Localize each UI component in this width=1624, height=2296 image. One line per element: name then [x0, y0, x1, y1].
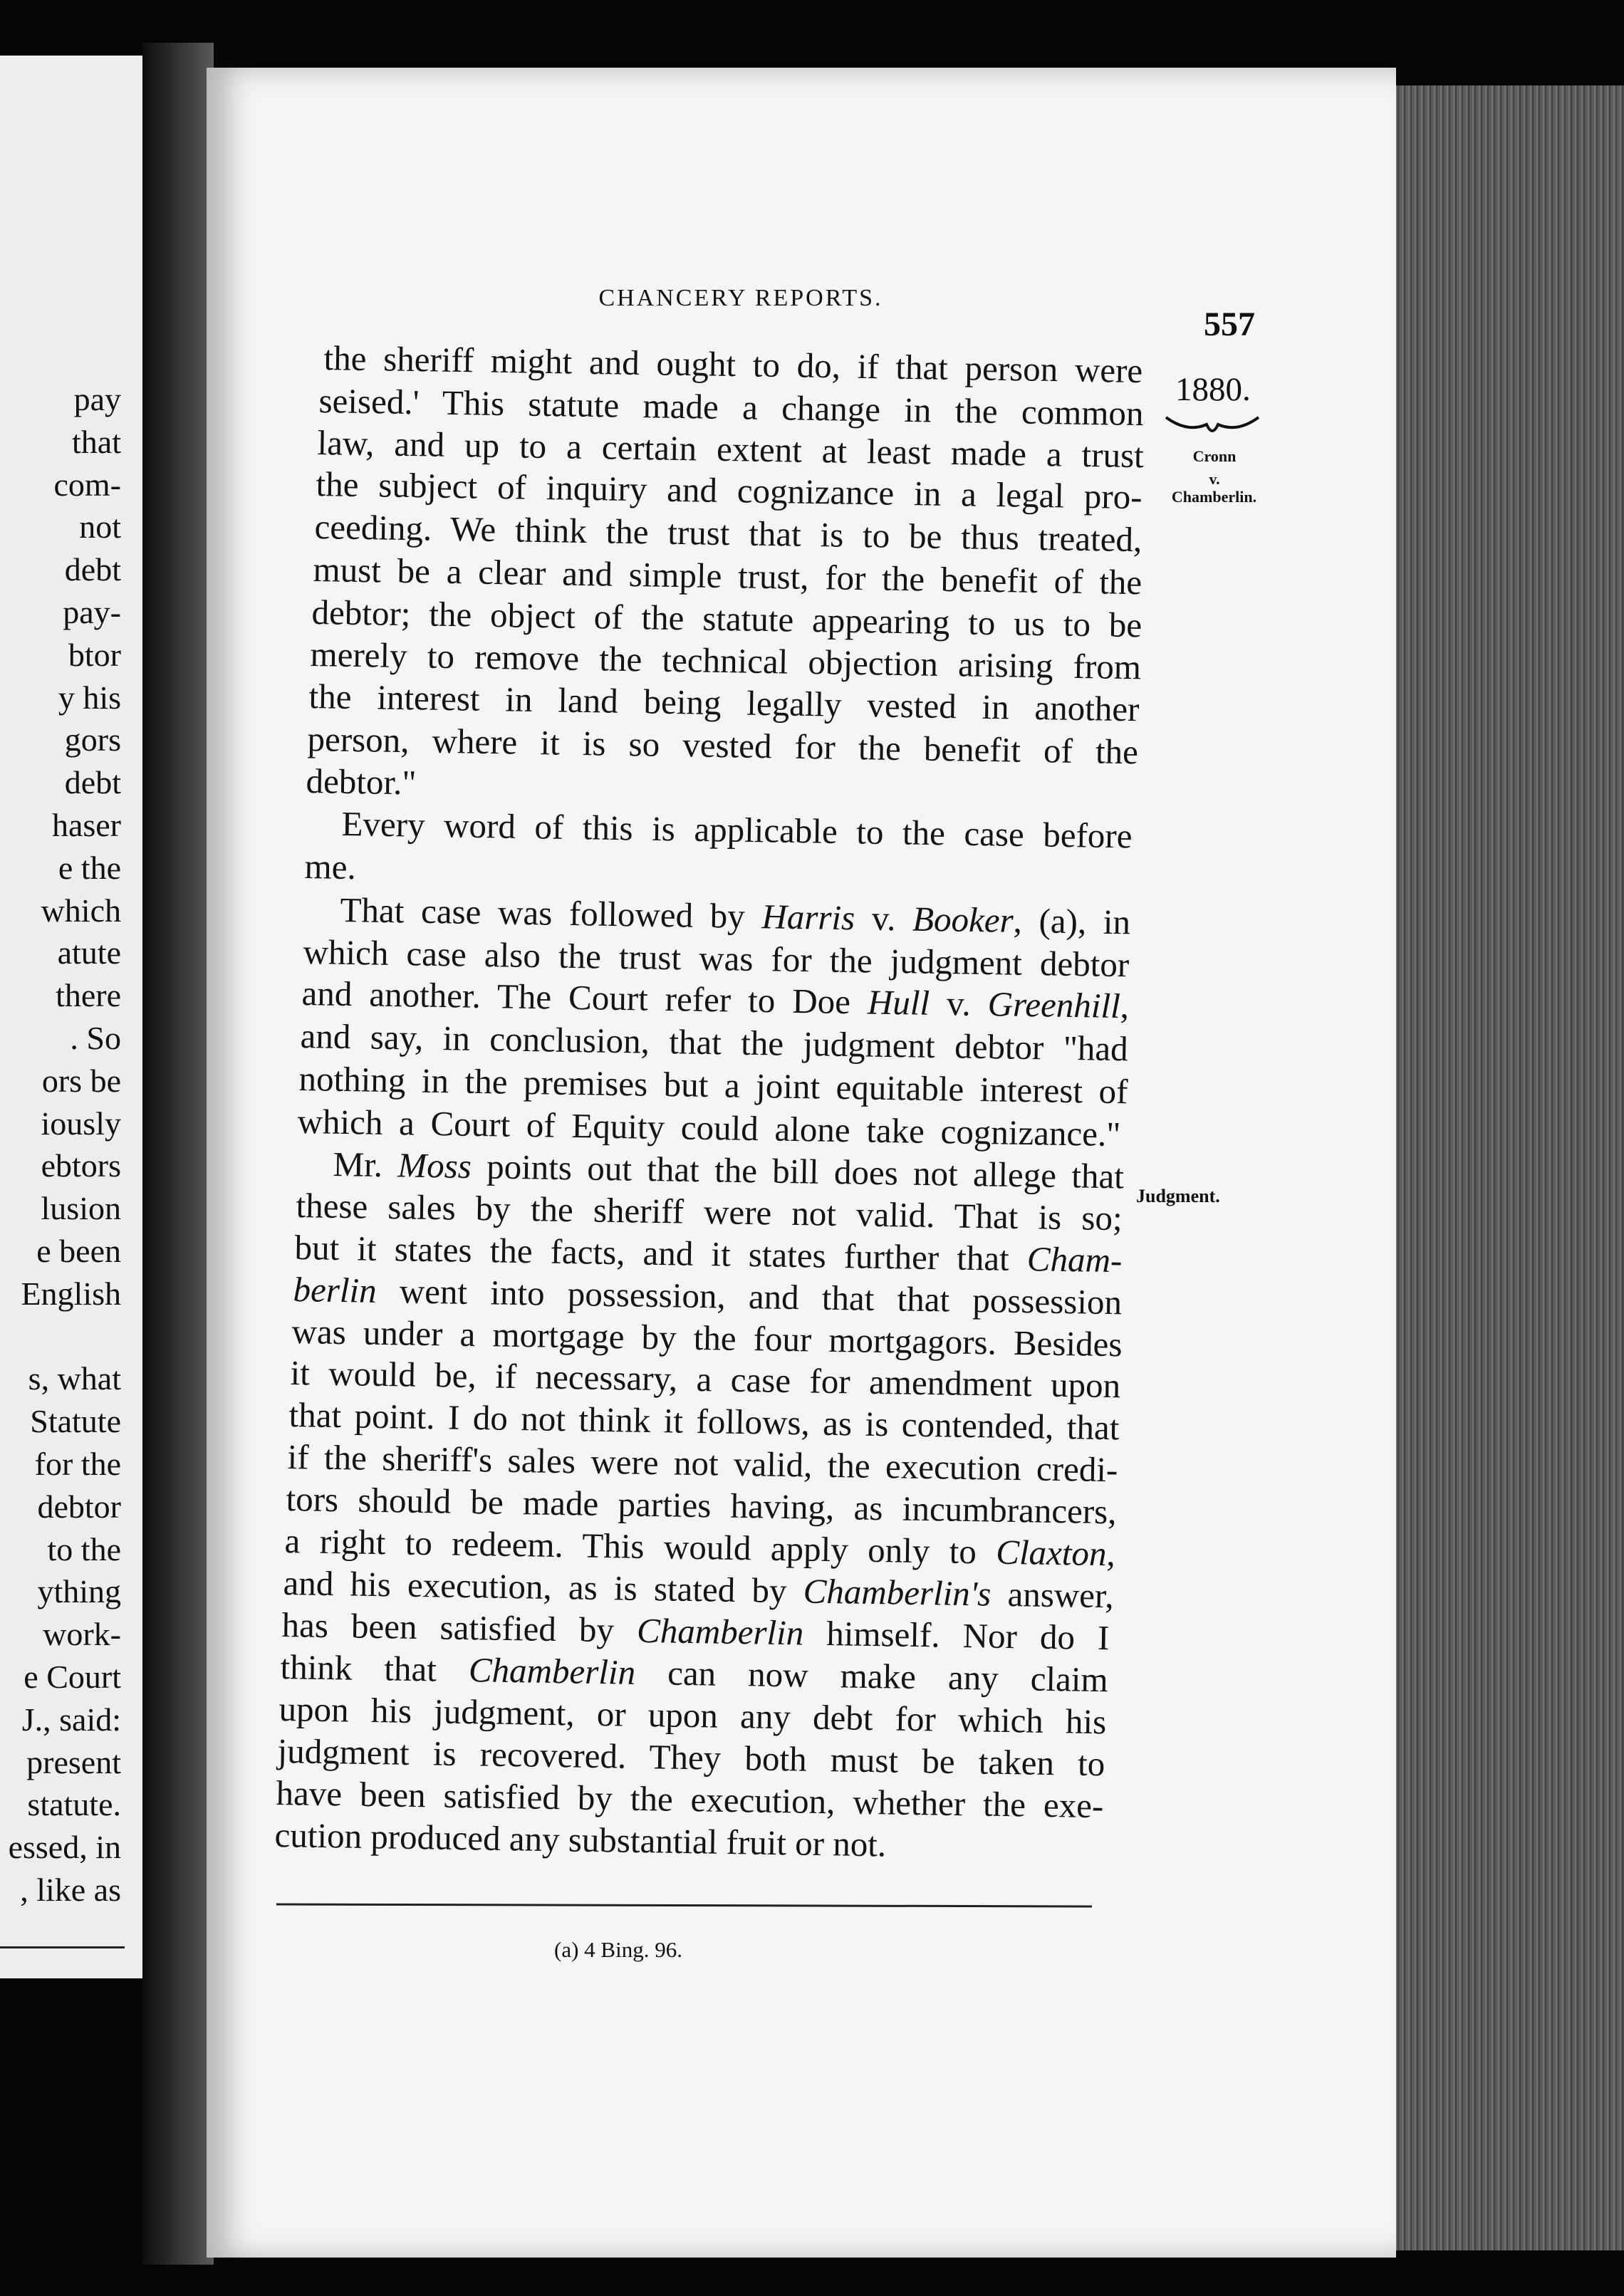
text-line: which a Court of Equity could alone take cognizance." [297, 1102, 1121, 1154]
left-page-fragment: e the [58, 849, 121, 886]
text-line: seised.' This statute made a change in the common [318, 381, 1144, 434]
text-line: upon his judgment, or upon any debt for which his [279, 1689, 1107, 1742]
margin-case-party-1: Cronn [1192, 447, 1237, 465]
text-line: judgment is recovered. They both must be taken to [277, 1731, 1105, 1784]
text-line: law, and up to a certain extent at least made a trust [317, 423, 1145, 476]
left-page-fragment: Statute [30, 1403, 121, 1440]
text-line: Mr. Moss points out that the bill does not allege that [333, 1144, 1125, 1196]
text-line: has been satisfied by Chamberlin himself. Nor do I [281, 1605, 1110, 1658]
left-page-fragment: ebtors [41, 1147, 121, 1184]
text-line: but it states the facts, and it states further that Cham- [294, 1228, 1123, 1280]
text-line: ceeding. We think the trust that is to be thus treated, [314, 507, 1142, 560]
margin-case-v: v. [1209, 470, 1220, 488]
text-line: cution produced any substantial fruit or not. [274, 1815, 887, 1864]
left-page-fragment: for the [34, 1446, 121, 1482]
left-page-fragment: debt [64, 551, 121, 588]
left-page-fragment: e Court [24, 1659, 121, 1695]
text-line: tors should be made parties having, as incumbrancers, [286, 1479, 1117, 1532]
left-page-fragment: . So [70, 1020, 121, 1056]
left-page-fragment: debtor [37, 1488, 121, 1525]
left-page-fragment: btor [68, 636, 121, 673]
text-line: which case also the trust was for the judgment debtor [303, 932, 1130, 985]
left-page-fragment: work- [43, 1616, 121, 1653]
left-page-fragment: pay [73, 381, 121, 417]
left-page-fragment: present [26, 1743, 121, 1780]
left-page-fragment: there [56, 977, 121, 1014]
left-page-fragment: essed, in [8, 1829, 121, 1866]
text-line: me. [304, 847, 357, 887]
left-page-fragment: gors [64, 721, 121, 758]
left-page-fragment: debt [64, 764, 121, 801]
text-line: was under a mortgage by the four mortgagors. Besides [291, 1312, 1123, 1364]
text-line: That case was followed by Harris v. Booker, (a), in [340, 890, 1131, 942]
text-line: and another. The Court refer to Doe Hull v. Greenhill, [301, 974, 1130, 1026]
margin-case-party-2: Chamberlin. [1171, 488, 1257, 506]
left-page-fragment: that [72, 423, 121, 460]
text-line: think that Chamberlin can now make any claim [280, 1647, 1109, 1700]
left-page-fragment: com- [53, 466, 121, 503]
left-page-fragment: statute. [27, 1786, 121, 1823]
text-line: a right to redeem. This would apply only to Claxton, [284, 1521, 1116, 1574]
left-page-fragment: not [79, 508, 121, 546]
left-page-fragment: e been [36, 1233, 121, 1269]
left-page-fragment: iously [41, 1105, 121, 1142]
left-page-fragment: haser [51, 807, 121, 843]
left-page-fragment: ything [37, 1573, 121, 1610]
left-page-fragment: English [21, 1275, 121, 1312]
left-page-fragment: s, what [28, 1360, 121, 1397]
left-page-fragment: lusion [41, 1190, 121, 1227]
text-line: it would be, if necessary, a case for amendment upon [290, 1353, 1121, 1406]
text-line: that point. I do not think it follows, as is contended, that [288, 1395, 1120, 1448]
text-line: and say, in conclusion, that the judgment debtor "had [300, 1016, 1129, 1069]
left-page-fragment: ors be [41, 1062, 121, 1099]
margin-judgment-note: Judgment. [1136, 1186, 1220, 1206]
left-page-fragment: to the [47, 1530, 121, 1567]
text-line: the subject of inquiry and cognizance in a legal pro- [316, 464, 1143, 517]
margin-year: 1880. [1175, 371, 1251, 408]
text-line: have been satisfied by the execution, whether the exe- [276, 1773, 1104, 1826]
left-page-fragment: , like as [20, 1872, 121, 1908]
footnote: (a) 4 Bing. 96. [554, 1937, 682, 1962]
left-page-fragment: atute [57, 934, 121, 971]
left-page-fragment: J., said: [21, 1701, 121, 1738]
running-head: CHANCERY REPORTS. [598, 285, 883, 311]
text-line: merely to remove the technical objection arising from [310, 635, 1142, 687]
text-line: debtor." [306, 761, 417, 803]
text-line: must be a clear and simple trust, for the benefit of the [313, 550, 1142, 602]
text-line: berlin went into possession, and that that possession [293, 1270, 1123, 1322]
left-page-fragment: pay- [63, 594, 121, 630]
text-line: the interest in land being legally vested in another [308, 677, 1140, 729]
text-line: these sales by the sheriff were not valid. That is so; [296, 1186, 1123, 1238]
text-line: and his execution, as is stated by Chamberlin's answer, [283, 1563, 1115, 1616]
left-page-fragment: which [41, 892, 121, 929]
text-line: if the sheriff's sales were not valid, the execution credi- [287, 1437, 1118, 1490]
text-line: the sheriff might and ought to do, if that person were [323, 338, 1143, 391]
text-line: Every word of this is applicable to the case before [341, 804, 1133, 856]
text-line: debtor; the object of the statute appearing to us to be [311, 593, 1142, 645]
left-page-fragment: y his [58, 679, 121, 716]
text-line: nothing in the premises but a joint equitable interest of [298, 1059, 1128, 1112]
page-number: 557 [1204, 306, 1255, 343]
text-line: person, where it is so vested for the benefit of the [307, 719, 1139, 772]
